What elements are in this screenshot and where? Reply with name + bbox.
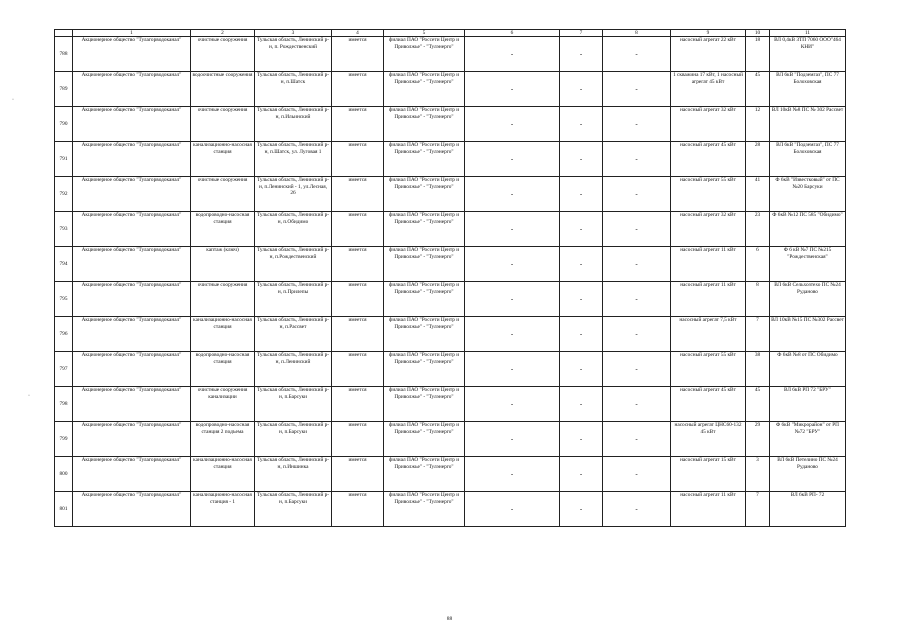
grid-company-cell: филиал ПАО "Россети Центр и Приволжье" - "Тулэнерго" <box>384 282 465 317</box>
capacity-cell: 45 <box>746 72 770 107</box>
facility-type-cell: водопроводно-насосная станция 2 подъема <box>191 422 255 457</box>
grid-company-cell: филиал ПАО "Россети Центр и Приволжье" - "Тулэнерго" <box>384 317 465 352</box>
column-8-cell: - <box>603 352 671 387</box>
page-number: 88 <box>446 616 453 622</box>
availability-cell: имеется <box>332 387 384 422</box>
grid-company-cell: филиал ПАО "Россети Центр и Приволжье" - "Тулэнерго" <box>384 352 465 387</box>
grid-company-cell: филиал ПАО "Россети Центр и Приволжье" - "Тулэнерго" <box>384 247 465 282</box>
row-number: 801 <box>55 492 73 527</box>
capacity-cell: 41 <box>746 177 770 212</box>
capacity-cell: 12 <box>746 107 770 142</box>
address-cell: Тульская область, Ленинский р-н, п.Барсуки <box>255 422 332 457</box>
table-row <box>55 422 846 457</box>
equipment-cell: насосный агрегат 45 кВт <box>671 387 746 422</box>
column-header: 1 <box>73 30 191 37</box>
table-row <box>55 142 846 177</box>
margin-mark: · <box>28 393 30 399</box>
capacity-cell: 7 <box>746 492 770 527</box>
column-7-cell: - <box>560 422 603 457</box>
table-row <box>55 282 846 317</box>
facility-type-cell: очистные сооружения <box>191 177 255 212</box>
power-line-cell: ВЛ 6кВ РП 72 "БРУ" <box>770 387 846 422</box>
facility-type-cell: очистные сооружения <box>191 282 255 317</box>
equipment-cell: насосный агрегат 11 кВт <box>671 492 746 527</box>
column-header: 2 <box>191 30 255 37</box>
power-line-cell: ВЛ 0,4кВ ЗТП 7060 ООО"464 КНИ" <box>770 37 846 72</box>
equipment-cell: насосный агрегат 55 кВт <box>671 352 746 387</box>
table-row <box>55 107 846 142</box>
column-7-cell: - <box>560 317 603 352</box>
column-6-cell: - <box>465 177 560 212</box>
row-number: 799 <box>55 422 73 457</box>
power-line-cell: ВЛ 6кВ "Подземгаз", ПС 77 Болоховская <box>770 142 846 177</box>
facility-type-cell: канализационно-насосная станция - 1 <box>191 492 255 527</box>
equipment-cell: насосный агрегат 55 кВт <box>671 177 746 212</box>
equipment-cell: насосный агрегат 32 кВт <box>671 107 746 142</box>
margin-mark: · <box>12 97 14 103</box>
organization-cell: Акционерное общество "Тулагорводоканал" <box>73 72 191 107</box>
address-cell: Тульская область, Ленинский р-н, п.Прилепы <box>255 282 332 317</box>
column-7-cell: - <box>560 72 603 107</box>
row-number: 797 <box>55 352 73 387</box>
grid-company-cell: филиал ПАО "Россети Центр и Приволжье" - "Тулэнерго" <box>384 457 465 492</box>
address-cell: Тульская область, Ленинский р-н, п.Шатск, ул. Луговая 1 <box>255 142 332 177</box>
row-number: 789 <box>55 72 73 107</box>
power-line-cell: ВЛ 6кВ "Подземгаз", ПС 77 Болоховская <box>770 72 846 107</box>
column-8-cell: - <box>603 457 671 492</box>
column-6-cell: - <box>465 107 560 142</box>
facility-type-cell: очистные сооружения <box>191 107 255 142</box>
column-header: 9 <box>671 30 746 37</box>
facilities-table <box>54 29 846 527</box>
column-6-cell: - <box>465 247 560 282</box>
table-row <box>55 247 846 282</box>
power-line-cell: ВЛ 6кВ РП- 72 <box>770 492 846 527</box>
availability-cell: имеется <box>332 457 384 492</box>
row-number: 788 <box>55 37 73 72</box>
table-row <box>55 212 846 247</box>
facility-type-cell: водоочистные сооружения <box>191 72 255 107</box>
address-cell: Тульская область, Ленинский р-н, п.Рассвет <box>255 317 332 352</box>
equipment-cell: насосный агрегат ЦНС60-132 45 кВт <box>671 422 746 457</box>
organization-cell: Акционерное общество "Тулагорводоканал" <box>73 107 191 142</box>
column-6-cell: - <box>465 422 560 457</box>
power-line-cell: ВЛ 10кВ №15 ПС №302 Рассвет <box>770 317 846 352</box>
facility-type-cell: канализационно-насосная станция <box>191 457 255 492</box>
column-6-cell: - <box>465 72 560 107</box>
row-number: 796 <box>55 317 73 352</box>
column-8-cell: - <box>603 177 671 212</box>
document-sheet <box>54 29 846 527</box>
column-7-cell: - <box>560 107 603 142</box>
grid-company-cell: филиал ПАО "Россети Центр и Приволжье" - "Тулэнерго" <box>384 492 465 527</box>
capacity-cell: 8 <box>746 282 770 317</box>
column-6-cell: - <box>465 492 560 527</box>
row-number: 790 <box>55 107 73 142</box>
column-header-blank <box>55 30 73 37</box>
organization-cell: Акционерное общество "Тулагорводоканал" <box>73 492 191 527</box>
column-6-cell: - <box>465 37 560 72</box>
grid-company-cell: филиал ПАО "Россети Центр и Приволжье" - "Тулэнерго" <box>384 212 465 247</box>
organization-cell: Акционерное общество "Тулагорводоканал" <box>73 317 191 352</box>
facility-type-cell: канализационно-насосная станция <box>191 317 255 352</box>
capacity-cell: 38 <box>746 352 770 387</box>
address-cell: Тульская область, Ленинский р-н, п. Рождественский <box>255 37 332 72</box>
row-number: 791 <box>55 142 73 177</box>
column-7-cell: - <box>560 457 603 492</box>
row-number: 792 <box>55 177 73 212</box>
address-cell: Тульская область, Ленинский р-н, п.Шатск <box>255 72 332 107</box>
column-6-cell: - <box>465 352 560 387</box>
equipment-cell: насосный агрегат 11 кВт <box>671 282 746 317</box>
address-cell: Тульская область, Ленинский р-н, п.Ленинский - 1, ул.Лесная, 26 <box>255 177 332 212</box>
column-7-cell: - <box>560 247 603 282</box>
table-row <box>55 387 846 422</box>
table-body <box>55 37 846 527</box>
row-number: 793 <box>55 212 73 247</box>
capacity-cell: 23 <box>746 212 770 247</box>
column-number-row <box>55 30 846 37</box>
facility-type-cell: очистные сооружения <box>191 37 255 72</box>
grid-company-cell: филиал ПАО "Россети Центр и Приволжье" - "Тулэнерго" <box>384 37 465 72</box>
address-cell: Тульская область, Ленинский р-н, п.Ильинский <box>255 107 332 142</box>
organization-cell: Акционерное общество "Тулагорводоканал" <box>73 212 191 247</box>
column-7-cell: - <box>560 352 603 387</box>
grid-company-cell: филиал ПАО "Россети Центр и Приволжье" - "Тулэнерго" <box>384 72 465 107</box>
power-line-cell: Ф 6 кВ №7 ПС №215 "Рождественская" <box>770 247 846 282</box>
column-8-cell: - <box>603 107 671 142</box>
organization-cell: Акционерное общество "Тулагорводоканал" <box>73 282 191 317</box>
equipment-cell: насосный агрегат 45 кВт <box>671 142 746 177</box>
column-8-cell: - <box>603 72 671 107</box>
column-header: 6 <box>465 30 560 37</box>
row-number: 794 <box>55 247 73 282</box>
column-6-cell: - <box>465 142 560 177</box>
table-row <box>55 37 846 72</box>
column-8-cell: - <box>603 247 671 282</box>
column-7-cell: - <box>560 492 603 527</box>
facility-type-cell: каптаж (ключ) <box>191 247 255 282</box>
address-cell: Тульская область, Ленинский р-н, п.Ленинский <box>255 352 332 387</box>
equipment-cell: насосный агрегат 11 кВт <box>671 247 746 282</box>
capacity-cell: 6 <box>746 247 770 282</box>
organization-cell: Акционерное общество "Тулагорводоканал" <box>73 352 191 387</box>
power-line-cell: Ф 6кВ №8 от ПС Обидимо <box>770 352 846 387</box>
power-line-cell: Ф 6кВ №12 ПС 585 "Обидимо" <box>770 212 846 247</box>
column-7-cell: - <box>560 387 603 422</box>
grid-company-cell: филиал ПАО "Россети Центр и Приволжье" - "Тулэнерго" <box>384 142 465 177</box>
table-row <box>55 317 846 352</box>
address-cell: Тульская область, Ленинский р-н, п.Барсуки <box>255 492 332 527</box>
organization-cell: Акционерное общество "Тулагорводоканал" <box>73 37 191 72</box>
column-8-cell: - <box>603 212 671 247</box>
grid-company-cell: филиал ПАО "Россети Центр и Приволжье" - "Тулэнерго" <box>384 107 465 142</box>
column-8-cell: - <box>603 142 671 177</box>
availability-cell: имеется <box>332 247 384 282</box>
facility-type-cell: водопроводно-насосная станция <box>191 212 255 247</box>
column-header: 7 <box>560 30 603 37</box>
table-row <box>55 492 846 527</box>
column-7-cell: - <box>560 212 603 247</box>
availability-cell: имеется <box>332 177 384 212</box>
power-line-cell: ВЛ 6кВ Петелино ПС №24 Руданово <box>770 457 846 492</box>
column-header: 10 <box>746 30 770 37</box>
row-number: 798 <box>55 387 73 422</box>
column-6-cell: - <box>465 317 560 352</box>
facility-type-cell: очистные сооружения канализации <box>191 387 255 422</box>
column-header: 4 <box>332 30 384 37</box>
availability-cell: имеется <box>332 492 384 527</box>
availability-cell: имеется <box>332 37 384 72</box>
equipment-cell: насосный агрегат 15 кВт <box>671 457 746 492</box>
address-cell: Тульская область, Ленинский р-н, п.Рождественский <box>255 247 332 282</box>
availability-cell: имеется <box>332 107 384 142</box>
column-7-cell: - <box>560 142 603 177</box>
column-8-cell: - <box>603 492 671 527</box>
availability-cell: имеется <box>332 142 384 177</box>
capacity-cell: 18 <box>746 37 770 72</box>
organization-cell: Акционерное общество "Тулагорводоканал" <box>73 387 191 422</box>
table-row <box>55 457 846 492</box>
row-number: 800 <box>55 457 73 492</box>
equipment-cell: 1 скважина 17 кВт, 1 насосный агрегат 45 кВт <box>671 72 746 107</box>
column-header: 3 <box>255 30 332 37</box>
equipment-cell: насосный агрегат 7,5 кВт <box>671 317 746 352</box>
availability-cell: имеется <box>332 282 384 317</box>
organization-cell: Акционерное общество "Тулагорводоканал" <box>73 177 191 212</box>
power-line-cell: ВЛ 6кВ Сельхозтехо ПС №24 Руданово <box>770 282 846 317</box>
column-8-cell: - <box>603 282 671 317</box>
column-header: 8 <box>603 30 671 37</box>
column-8-cell: - <box>603 37 671 72</box>
table-row <box>55 72 846 107</box>
grid-company-cell: филиал ПАО "Россети Центр и Приволжье" - "Тулэнерго" <box>384 177 465 212</box>
organization-cell: Акционерное общество "Тулагорводоканал" <box>73 142 191 177</box>
organization-cell: Акционерное общество "Тулагорводоканал" <box>73 422 191 457</box>
column-6-cell: - <box>465 282 560 317</box>
column-6-cell: - <box>465 212 560 247</box>
column-8-cell: - <box>603 387 671 422</box>
availability-cell: имеется <box>332 317 384 352</box>
column-6-cell: - <box>465 387 560 422</box>
column-8-cell: - <box>603 422 671 457</box>
column-7-cell: - <box>560 177 603 212</box>
column-7-cell: - <box>560 282 603 317</box>
address-cell: Тульская область, Ленинский р-н, п.Обидимо <box>255 212 332 247</box>
grid-company-cell: филиал ПАО "Россети Центр и Приволжье" - "Тулэнерго" <box>384 387 465 422</box>
column-header: 5 <box>384 30 465 37</box>
power-line-cell: Ф 6кВ "Известковый" от ПС №20 Барсуки <box>770 177 846 212</box>
column-8-cell: - <box>603 317 671 352</box>
address-cell: Тульская область, Ленинский р-н, п.Иншинка <box>255 457 332 492</box>
address-cell: Тульская область, Ленинский р-н, п.Барсуки <box>255 387 332 422</box>
facility-type-cell: водопроводно-насосная станция <box>191 352 255 387</box>
power-line-cell: ВЛ 10кВ №8 ПС № 302 Рассвет <box>770 107 846 142</box>
grid-company-cell: филиал ПАО "Россети Центр и Приволжье" - "Тулэнерго" <box>384 422 465 457</box>
organization-cell: Акционерное общество "Тулагорводоканал" <box>73 247 191 282</box>
power-line-cell: Ф 6кВ "Микрорайон" от РП №72 "БРУ" <box>770 422 846 457</box>
capacity-cell: 29 <box>746 422 770 457</box>
capacity-cell: 45 <box>746 387 770 422</box>
table-row <box>55 177 846 212</box>
availability-cell: имеется <box>332 72 384 107</box>
equipment-cell: насосный агрегат 32 кВт <box>671 212 746 247</box>
column-7-cell: - <box>560 37 603 72</box>
availability-cell: имеется <box>332 422 384 457</box>
column-6-cell: - <box>465 457 560 492</box>
availability-cell: имеется <box>332 212 384 247</box>
table-row <box>55 352 846 387</box>
availability-cell: имеется <box>332 352 384 387</box>
column-header: 11 <box>770 30 846 37</box>
equipment-cell: насосный агрегат 22 кВт <box>671 37 746 72</box>
facility-type-cell: канализационно-насосная станция <box>191 142 255 177</box>
capacity-cell: 28 <box>746 142 770 177</box>
capacity-cell: 7 <box>746 317 770 352</box>
row-number: 795 <box>55 282 73 317</box>
capacity-cell: 3 <box>746 457 770 492</box>
organization-cell: Акционерное общество "Тулагорводоканал" <box>73 457 191 492</box>
